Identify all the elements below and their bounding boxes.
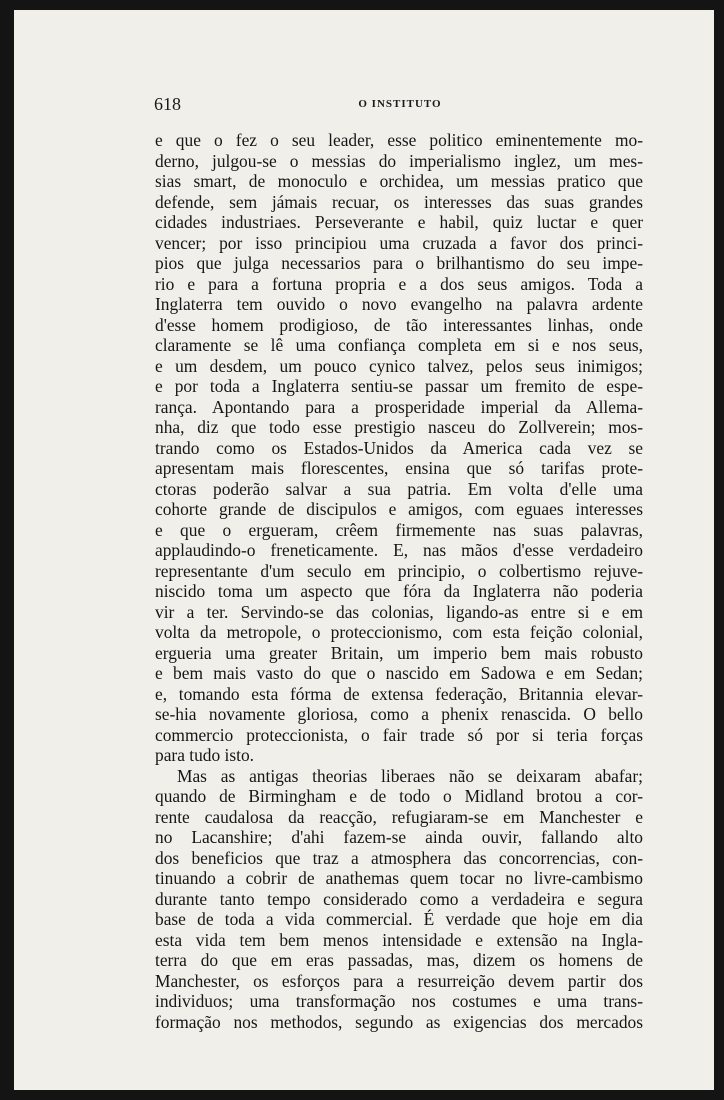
text-line: claramente se lê uma confiança completa em si e nos seus, (155, 335, 643, 355)
text-line: se-hia novamente gloriosa, como a phenix renascida. O bello (155, 704, 643, 724)
text-line: niscido toma um aspecto que fóra da Inglaterra não poderia (155, 581, 643, 601)
text-line: pios que julga necessarios para o brilhantismo do seu impe- (155, 253, 643, 273)
text-line: durante tanto tempo considerado como a verdadeira e segura (155, 888, 643, 909)
book-page (14, 10, 714, 1090)
text-line: Inglaterra tem ouvido o novo evangelho na palavra ardente (155, 294, 643, 314)
text-line: applaudindo-o freneticamente. E, nas mãos d'esse verdadeiro (155, 540, 643, 560)
text-line: volta da metropole, o proteccionismo, com esta feição colonial, (155, 622, 643, 642)
text-line: trando como os Estados-Unidos da America cada vez se (155, 437, 643, 458)
text-line: cohorte grande de discipulos e amigos, com eguaes interesses (155, 499, 643, 519)
text-line: nha, diz que todo esse prestigio nasceu do Zollverein; mos- (155, 417, 643, 437)
text-line: tinuando a cobrir de anathemas quem tocar no livre-cambismo (155, 868, 643, 888)
body-text (155, 130, 643, 1032)
text-line: d'esse homem prodigioso, de tão interessantes linhas, onde (155, 314, 643, 335)
text-line: e, tomando esta fórma de extensa federação, Britannia elevar- (155, 683, 643, 704)
text-line: Mas as antigas theorias liberaes não se deixaram abafar; (177, 765, 643, 786)
text-line: derno, julgou-se o messias do imperialismo inglez, um mes- (155, 150, 643, 171)
text-line: apresentam mais florescentes, ensina que só tarifas prote- (155, 458, 643, 478)
text-line: formação nos methodos, segundo as exigencias dos mercados (155, 1011, 643, 1032)
text-line: e bem mais vasto do que o nascido em Sadowa e em Sedan; (155, 663, 643, 683)
text-line: vencer; por isso principiou uma cruzada a favor dos princi- (155, 232, 643, 253)
text-line: rio e para a fortuna propria e a dos seus amigos. Toda a (155, 273, 643, 294)
text-line: Manchester, os esforços para a resurreição devem partir dos (155, 970, 643, 991)
text-line: representante d'um seculo em principio, o colbertismo rejuve- (155, 560, 643, 581)
text-line: commercio proteccionista, o fair trade só por si teria forças (155, 724, 643, 745)
text-line: base de toda a vida commercial. É verdade que hoje em dia (155, 909, 643, 929)
text-line: rente caudalosa da reacção, refugiaram-se em Manchester e (155, 806, 643, 827)
text-line: esta vida tem bem menos intensidade e extensão na Ingla- (155, 929, 643, 950)
text-line: ergueria uma greater Britain, um imperio bem mais robusto (155, 642, 643, 663)
text-line: quando de Birmingham e de todo o Midland brotou a cor- (155, 786, 643, 806)
text-line: cidades industriaes. Perseverante e habil, quiz luctar e quer (155, 212, 643, 232)
text-line: e que o fez o seu leader, esse politico eminentemente mo- (155, 130, 643, 150)
text-line: e que o ergueram, crêem firmemente nas suas palavras, (155, 519, 643, 540)
text-line: no Lacanshire; d'ahi fazem-se ainda ouvir, fallando alto (155, 827, 643, 847)
text-line: ctoras poderão salvar a sua patria. Em volta d'elle uma (155, 478, 643, 499)
text-line: individuos; uma transformação nos costumes e uma trans- (155, 991, 643, 1011)
text-line: dos beneficios que traz a atmosphera das concorrencias, con- (155, 847, 643, 868)
text-line: terra do que em eras passadas, mas, dizem os homens de (155, 950, 643, 970)
page-header (154, 94, 646, 116)
text-line: rança. Apontando para a prosperidade imperial da Allema- (155, 396, 643, 417)
text-line: vir a ter. Servindo-se das colonias, ligando-as entre si e em (155, 601, 643, 622)
page-number: 618 (154, 94, 181, 114)
text-line: e por toda a Inglaterra sentiu-se passar um fremito de espe- (155, 376, 643, 396)
running-title: O INSTITUTO (358, 98, 442, 110)
paragraph-1 (155, 130, 643, 766)
text-line: para tudo isto. (155, 745, 255, 765)
text-line: sias smart, de monoculo e orchidea, um messias pratico que (155, 171, 643, 191)
text-line: e um desdem, um pouco cynico talvez, pelos seus inimigos; (155, 355, 643, 376)
text-line: defende, sem jámais recuar, os interesses das suas grandes (155, 191, 643, 212)
paragraph-2 (155, 766, 643, 1033)
